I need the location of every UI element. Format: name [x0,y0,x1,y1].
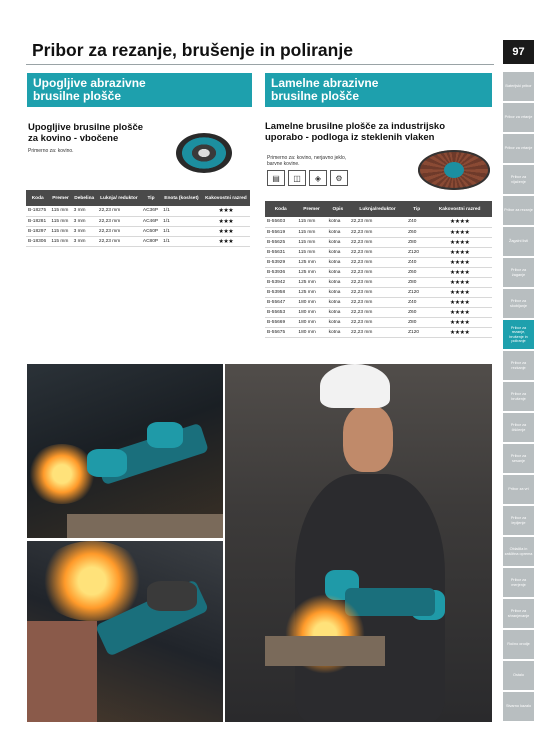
page-number: 97 [503,40,534,64]
table-cell: 22,23 mm [349,247,406,257]
table-cell: B-55631 [265,247,296,257]
table-cell: B-18281 [26,216,49,226]
table-cell: 22,23 mm [349,297,406,307]
table-cell: 3 mm [72,206,97,216]
quality-rating-cell: ★★★★ [427,247,492,257]
table-row [265,317,492,327]
table-cell: 22,23 mm [349,277,406,287]
table-cell: 115 mm [49,216,71,226]
table-row [265,287,492,297]
chapter-side-tabs [503,72,534,723]
side-tab[interactable]: Pribor za vrtanje [503,103,534,132]
col-header: Tip [406,201,427,217]
flap-discs-table [265,201,492,338]
table-row [26,226,250,236]
table-cell: 3 mm [72,236,97,246]
subheading-line-2: za kovino - vbočene [28,133,119,144]
quality-rating-cell: ★★★★ [427,237,492,247]
side-tab[interactable]: Pribor za skobljanje [503,289,534,318]
col-header: Premer [49,190,71,206]
nonferrous-metal-icon: ◈ [309,170,327,186]
table-row [26,236,250,246]
col-header: Debelina [72,190,97,206]
table-row [265,257,492,267]
col-header: Opis [327,201,349,217]
table-cell: Z80 [406,317,427,327]
banner-line-1: Lamelne abrazivne [271,76,379,90]
table-cell: 22,23 mm [349,237,406,247]
suitability-note: Primerno za: kovino, nerjavno jeklo, barvne kovine. [267,155,347,167]
table-cell: AC80P [141,236,161,246]
col-header: Luknja/reduktor [349,201,406,217]
table-cell: 180 mm [296,297,326,307]
subheading-line-1: Upogljive brusilne plošče [28,122,144,133]
quality-rating-cell: ★★★★ [427,267,492,277]
table-cell: 115 mm [49,236,71,246]
side-tab[interactable]: Oblačila in zaščitna oprema [503,537,534,566]
col-header: Kakovostni razred [202,190,250,206]
banner-line-2: brusilne plošče [33,89,122,103]
table-cell: kotna [327,227,349,237]
col-header: Premer [296,201,326,217]
side-tab[interactable]: Pribor za vrtanje [503,134,534,163]
stainless-steel-icon: ◫ [288,170,306,186]
table-cell: 22,23 mm [349,267,406,277]
table-cell: 22,23 mm [349,287,406,297]
table-cell: kotna [327,257,349,267]
table-cell: 22,23 mm [97,236,141,246]
subheading-line-1: Lamelne brusilne plošče za industrijsko [265,121,446,132]
banner-line-2: brusilne plošče [271,89,360,103]
quality-rating-cell: ★★★★ [427,257,492,267]
table-cell: 22,23 mm [349,307,406,317]
table-cell: B-55653 [265,307,296,317]
quality-rating-cell: ★★★★ [427,277,492,287]
table-cell: B-55625 [265,237,296,247]
table-cell: AC46P [141,216,161,226]
flap-disc-image [418,150,490,190]
table-cell: 115 mm [49,226,71,236]
banner-line-1: Upogljive abrazivne [33,76,146,90]
table-cell: B-18306 [26,236,49,246]
side-tab[interactable]: Pribor za rezanje, brušenje in poliranje [503,320,534,349]
table-cell: Z120 [406,327,427,337]
table-cell: 180 mm [296,317,326,327]
table-cell: kotna [327,287,349,297]
table-cell: Z40 [406,297,427,307]
col-header: Koda [26,190,49,206]
table-cell: B-55669 [265,317,296,327]
table-cell: 180 mm [296,327,326,337]
side-tab[interactable]: Pribor za vijačenje [503,165,534,194]
page-title: Pribor za rezanje, brušenje in poliranje [32,40,353,60]
quality-rating-cell: ★★★★ [427,317,492,327]
section-banner-flexible-discs [27,73,252,107]
table-cell: kotna [327,237,349,247]
subheading-flap-discs [265,121,485,143]
table-cell: 115 mm [49,206,71,216]
table-cell: Z60 [406,227,427,237]
table-row [265,297,492,307]
side-tab[interactable]: Pribor za rezanje [503,196,534,225]
table-cell: 1/1 [161,206,202,216]
grinding-photo-bottom-left [27,541,223,722]
table-cell: Z40 [406,217,427,227]
subheading-flexible-discs [28,122,168,144]
angle-grinder-icon: ⚙ [330,170,348,186]
quality-rating-cell: ★★★ [202,206,250,216]
col-header: Enota (kos/set) [161,190,202,206]
section-banner-flap-discs [265,73,492,107]
table-header-row [26,190,250,206]
subheading-line-2: uporabo - podloga iz steklenih vlaken [265,132,435,143]
table-row [265,237,492,247]
side-tab[interactable]: Pribor za vrt [503,475,534,504]
quality-rating-cell: ★★★★ [427,287,492,297]
table-cell: 180 mm [296,307,326,317]
table-cell: B-53929 [265,257,296,267]
table-cell: 115 mm [296,227,326,237]
table-cell: 125 mm [296,277,326,287]
side-tab[interactable]: Pribor za lepljenje [503,506,534,535]
worker-with-grinder-photo [225,364,492,722]
side-tab[interactable]: Ostalo [503,661,534,690]
side-tab[interactable]: Pribor za rezkanje [503,351,534,380]
table-cell: B-18275 [26,206,49,216]
table-cell: 115 mm [296,247,326,257]
table-header-row [265,201,492,217]
side-tab[interactable]: Pribor za shranjevanje [503,599,534,628]
quality-rating-cell: ★★★★ [427,217,492,227]
table-row [26,206,250,216]
table-cell: 1/1 [161,236,202,246]
table-cell: 3 mm [72,216,97,226]
grinding-photo-top-left [27,364,223,538]
table-row [26,216,250,226]
table-cell: 1/1 [161,226,202,236]
table-cell: 22,23 mm [97,206,141,216]
material-icons [267,170,348,186]
flexible-disc-image [176,133,232,173]
table-cell: 125 mm [296,287,326,297]
table-row [265,227,492,237]
table-cell: B-53958 [265,287,296,297]
table-cell: 115 mm [296,217,326,227]
table-cell: kotna [327,297,349,307]
col-header: Luknja/ reduktor [97,190,141,206]
col-header: Koda [265,201,296,217]
table-cell: kotna [327,277,349,287]
side-tab[interactable]: Pribor za žaganje [503,258,534,287]
table-cell: Z80 [406,277,427,287]
table-cell: 125 mm [296,267,326,277]
quality-rating-cell: ★★★★ [427,297,492,307]
table-row [265,217,492,227]
table-cell: AC60P [141,226,161,236]
col-header: Tip [141,190,161,206]
quality-rating-cell: ★★★★ [427,307,492,317]
side-tab[interactable]: Žagalni listi [503,227,534,256]
table-cell: Z80 [406,237,427,247]
table-cell: Z60 [406,267,427,277]
table-cell: kotna [327,247,349,257]
table-cell: 22,23 mm [349,317,406,327]
table-row [265,267,492,277]
table-cell: 115 mm [296,237,326,247]
table-cell: B-55647 [265,297,296,307]
side-tab[interactable]: Stvarno kazalo [503,692,534,721]
table-row [265,247,492,257]
metal-icon: ▤ [267,170,285,186]
quality-rating-cell: ★★★ [202,226,250,236]
table-cell: kotna [327,217,349,227]
table-cell: 22,23 mm [349,327,406,337]
table-cell: 22,23 mm [97,216,141,226]
table-cell: B-53942 [265,277,296,287]
table-cell: 22,23 mm [349,227,406,237]
side-tab[interactable]: Pribor za brušenje [503,382,534,411]
table-cell: 125 mm [296,257,326,267]
table-row [265,327,492,337]
table-cell: AC36P [141,206,161,216]
table-cell: B-53936 [265,267,296,277]
table-cell: kotna [327,317,349,327]
table-cell: B-55603 [265,217,296,227]
quality-rating-cell: ★★★ [202,216,250,226]
side-tab[interactable]: Ročno orodje [503,630,534,659]
table-cell: B-55675 [265,327,296,337]
col-header: Kakovostni razred [427,201,492,217]
table-cell: Z60 [406,307,427,317]
suitability-note: Primerno za: kovino. [28,148,74,154]
table-cell: 3 mm [72,226,97,236]
table-cell: 1/1 [161,216,202,226]
table-cell: 22,23 mm [349,217,406,227]
quality-rating-cell: ★★★★ [427,227,492,237]
side-tab[interactable]: Pribor za sesanje [503,444,534,473]
table-cell: B-55619 [265,227,296,237]
table-cell: B-18297 [26,226,49,236]
side-tab[interactable]: Baterijski pribor [503,72,534,101]
table-cell: 22,23 mm [97,226,141,236]
table-row [265,307,492,317]
table-cell: Z40 [406,257,427,267]
side-tab[interactable]: Pribor za merjenje [503,568,534,597]
table-cell: kotna [327,307,349,317]
quality-rating-cell: ★★★★ [427,327,492,337]
flexible-discs-table [26,190,250,247]
table-row [265,277,492,287]
table-cell: Z120 [406,287,427,297]
table-cell: Z120 [406,247,427,257]
title-divider [26,64,494,65]
table-cell: kotna [327,327,349,337]
table-cell: 22,23 mm [349,257,406,267]
side-tab[interactable]: Pribor za čiščenje [503,413,534,442]
quality-rating-cell: ★★★ [202,236,250,246]
table-cell: kotna [327,267,349,277]
